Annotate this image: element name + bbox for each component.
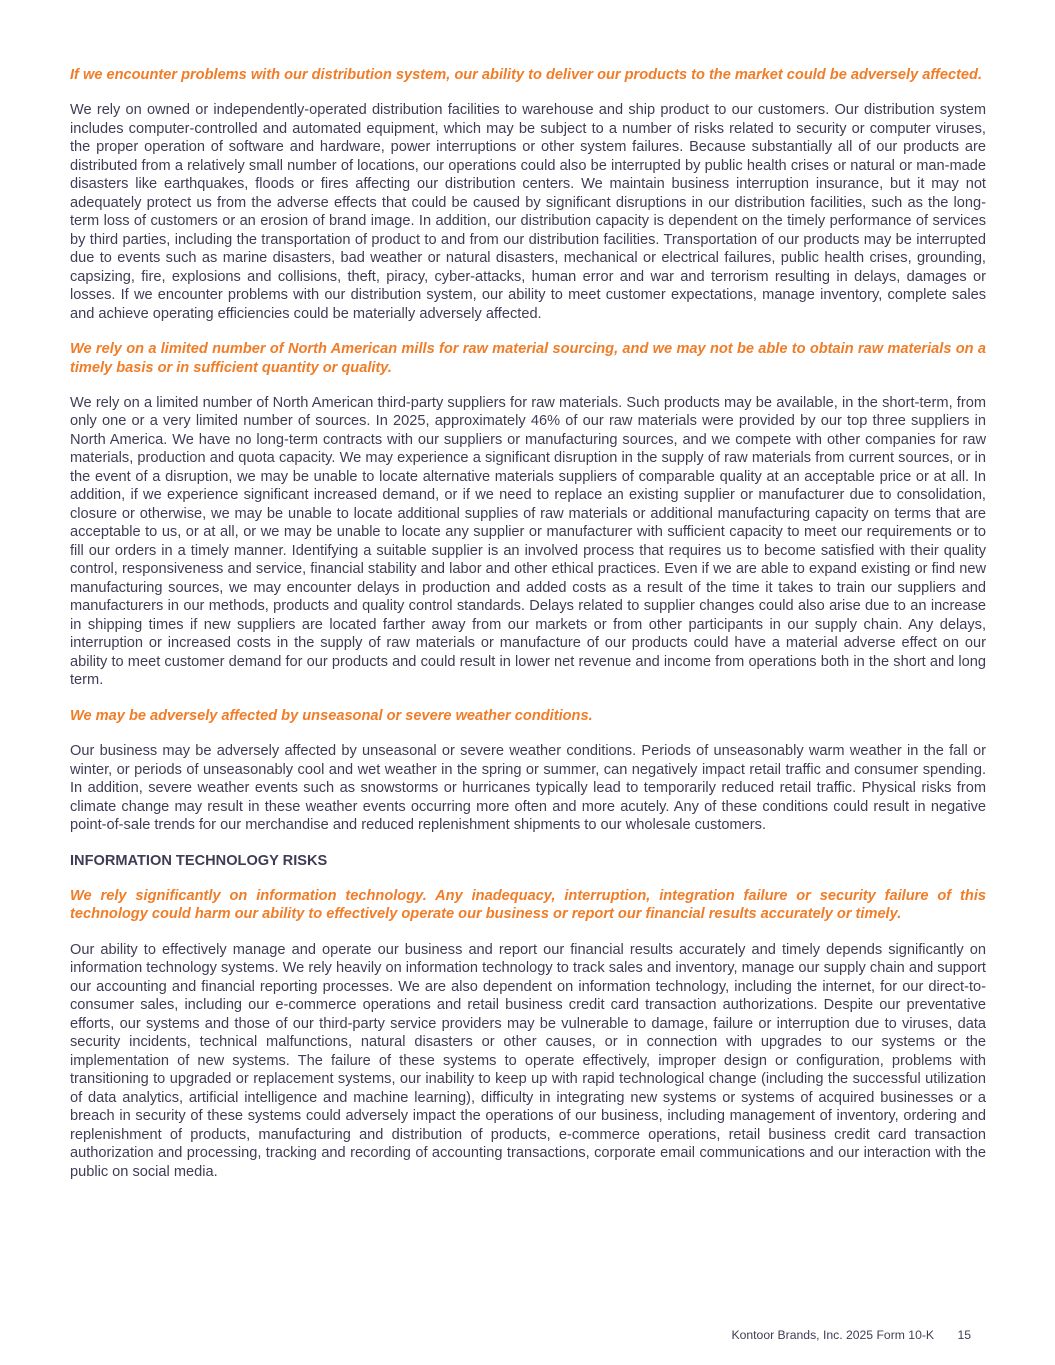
page-footer	[731, 1327, 971, 1343]
risk-factor-heading-weather: We may be adversely affected by unseasonal or severe weather conditions.	[70, 707, 593, 724]
risk-factor-body-raw-materials: We rely on a limited number of North American third-party suppliers for raw materials. Such products may be available, in the short-term, from only one or a very limited number of sources. In 2025, approximately 46% of our raw materials were provided by our top three suppliers in North America. We have no long-term contracts with our suppliers or manufacturing sources, and we compete with other companies for raw materials, production and quota capacity. We may experience a significant disruption in the supply of raw materials from current sources, or in the event of a disruption, we may be unable to locate alternative materials suppliers of comparable quality at an acceptable price or at all. In addition, if we experience significant increased demand, or if we need to replace an existing supplier or manufacturer due to consolidation, closure or otherwise, we may be unable to locate additional supplies of raw materials or additional manufacturing capacity on terms that are acceptable to us, or at all, or we may be unable to locate any supplier or manufacturer with sufficient capacity to meet our requirements or to fill our orders in a timely manner. Identifying a suitable supplier is an involved process that requires us to become satisfied with their quality control, responsiveness and service, financial stability and labor and other ethical practices. Even if we are able to expand existing or find new manufacturing sources, we may encounter delays in production and added costs as a result of the time it takes to train our suppliers and manufacturers in our methods, products and quality control standards. Delays related to supplier changes could also arise due to an increase in shipping times if new suppliers are located farther away from our markets or from other participants in our supply chain. Any delays, interruption or increased costs in the supply of raw materials or manufacture of our products could have a material adverse effect on our ability to meet customer demand for our products and could result in lower net revenue and income from operations both in the short and long term.	[70, 394, 986, 689]
document-page	[70, 66, 986, 1198]
footer-page-number: 15	[957, 1328, 971, 1342]
risk-factor-heading-information-technology: We rely significantly on information technology. Any inadequacy, interruption, integration failure or security failure of this technology could harm our ability to effectively operate our business or report our financial results accurately or timely.	[70, 888, 986, 923]
footer-document-title: Kontoor Brands, Inc. 2025 Form 10-K	[731, 1328, 935, 1342]
risk-factor-body-information-technology: Our ability to effectively manage and operate our business and report our financial results accurately and timely depends significantly on information technology systems. We rely heavily on information technology to track sales and inventory, manage our supply chain and support our accounting and financial reporting processes. We are also dependent on information technology, including the internet, for our direct-to-consumer sales, including our e-commerce operations and retail business credit card transaction authorizations. Despite our preventative efforts, our systems and those of our third-party service providers may be vulnerable to damage, failure or interruption due to viruses, data security incidents, technical malfunctions, natural disasters or other causes, or in connection with upgrades to our systems or the implementation of new systems. The failure of these systems to operate effectively, improper design or configuration, problems with transitioning to upgraded or replacement systems, our inability to keep up with rapid technological change (including the successful utilization of data analytics, artificial intelligence and machine learning), difficulty in integrating new systems or systems of acquired businesses or a breach in security of these systems could adversely impact the operations of our business, including management of inventory, ordering and replenishment of products, manufacturing and distribution of products, e-commerce operations, retail business credit card transaction authorization and processing, tracking and recording of accounting transactions, corporate email communications and our interaction with the public on social media.	[70, 941, 986, 1180]
risk-factor-heading-raw-materials: We rely on a limited number of North American mills for raw material sourcing, and we may not be able to obtain raw materials on a timely basis or in sufficient quantity or quality.	[70, 341, 986, 376]
risk-factor-heading-distribution: If we encounter problems with our distribution system, our ability to deliver our products to the market could be adversely affected.	[70, 67, 983, 83]
section-title-information-technology: INFORMATION TECHNOLOGY RISKS	[70, 852, 328, 869]
risk-factor-body-distribution: We rely on owned or independently-operated distribution facilities to warehouse and ship product to our customers. Our distribution system includes computer-controlled and automated equipment, which may be subject to a number of risks related to security or computer viruses, the proper operation of software and hardware, power interruptions or other system failures. Because substantially all of our products are distributed from a relatively small number of locations, our operations could also be interrupted by public health crises or natural or man-made disasters like earthquakes, floods or fires affecting our distribution centers. We maintain business interruption insurance, but it may not adequately protect us from the adverse effects that could be caused by significant disruptions in our distribution facilities, such as the long-term loss of customers or an erosion of brand image. In addition, our distribution capacity is dependent on the timely performance of services by third parties, including the transportation of product to and from our distribution facilities. Transportation of our products may be interrupted due to events such as marine disasters, bad weather or natural disasters, mechanical or electrical failures, public health crises, grounding, capsizing, fire, explosions and collisions, theft, piracy, cyber-attacks, human error and war and terrorism resulting in delays, damages or losses. If we encounter problems with our distribution system, our ability to meet customer expectations, manage inventory, complete sales and achieve operating efficiencies could be materially adversely affected.	[70, 102, 986, 322]
risk-factor-body-weather: Our business may be adversely affected by unseasonal or severe weather conditions. Periods of unseasonably warm weather in the fall or winter, or periods of unseasonably cool and wet weather in the spring or summer, can negatively impact retail traffic and consumer spending. In addition, severe weather events such as snowstorms or hurricanes typically lead to temporarily reduced retail traffic. Physical risks from climate change may result in these weather events occurring more often and more acutely. Any of these conditions could result in negative point-of-sale trends for our merchandise and reduced replenishment shipments to our wholesale customers.	[70, 743, 986, 834]
